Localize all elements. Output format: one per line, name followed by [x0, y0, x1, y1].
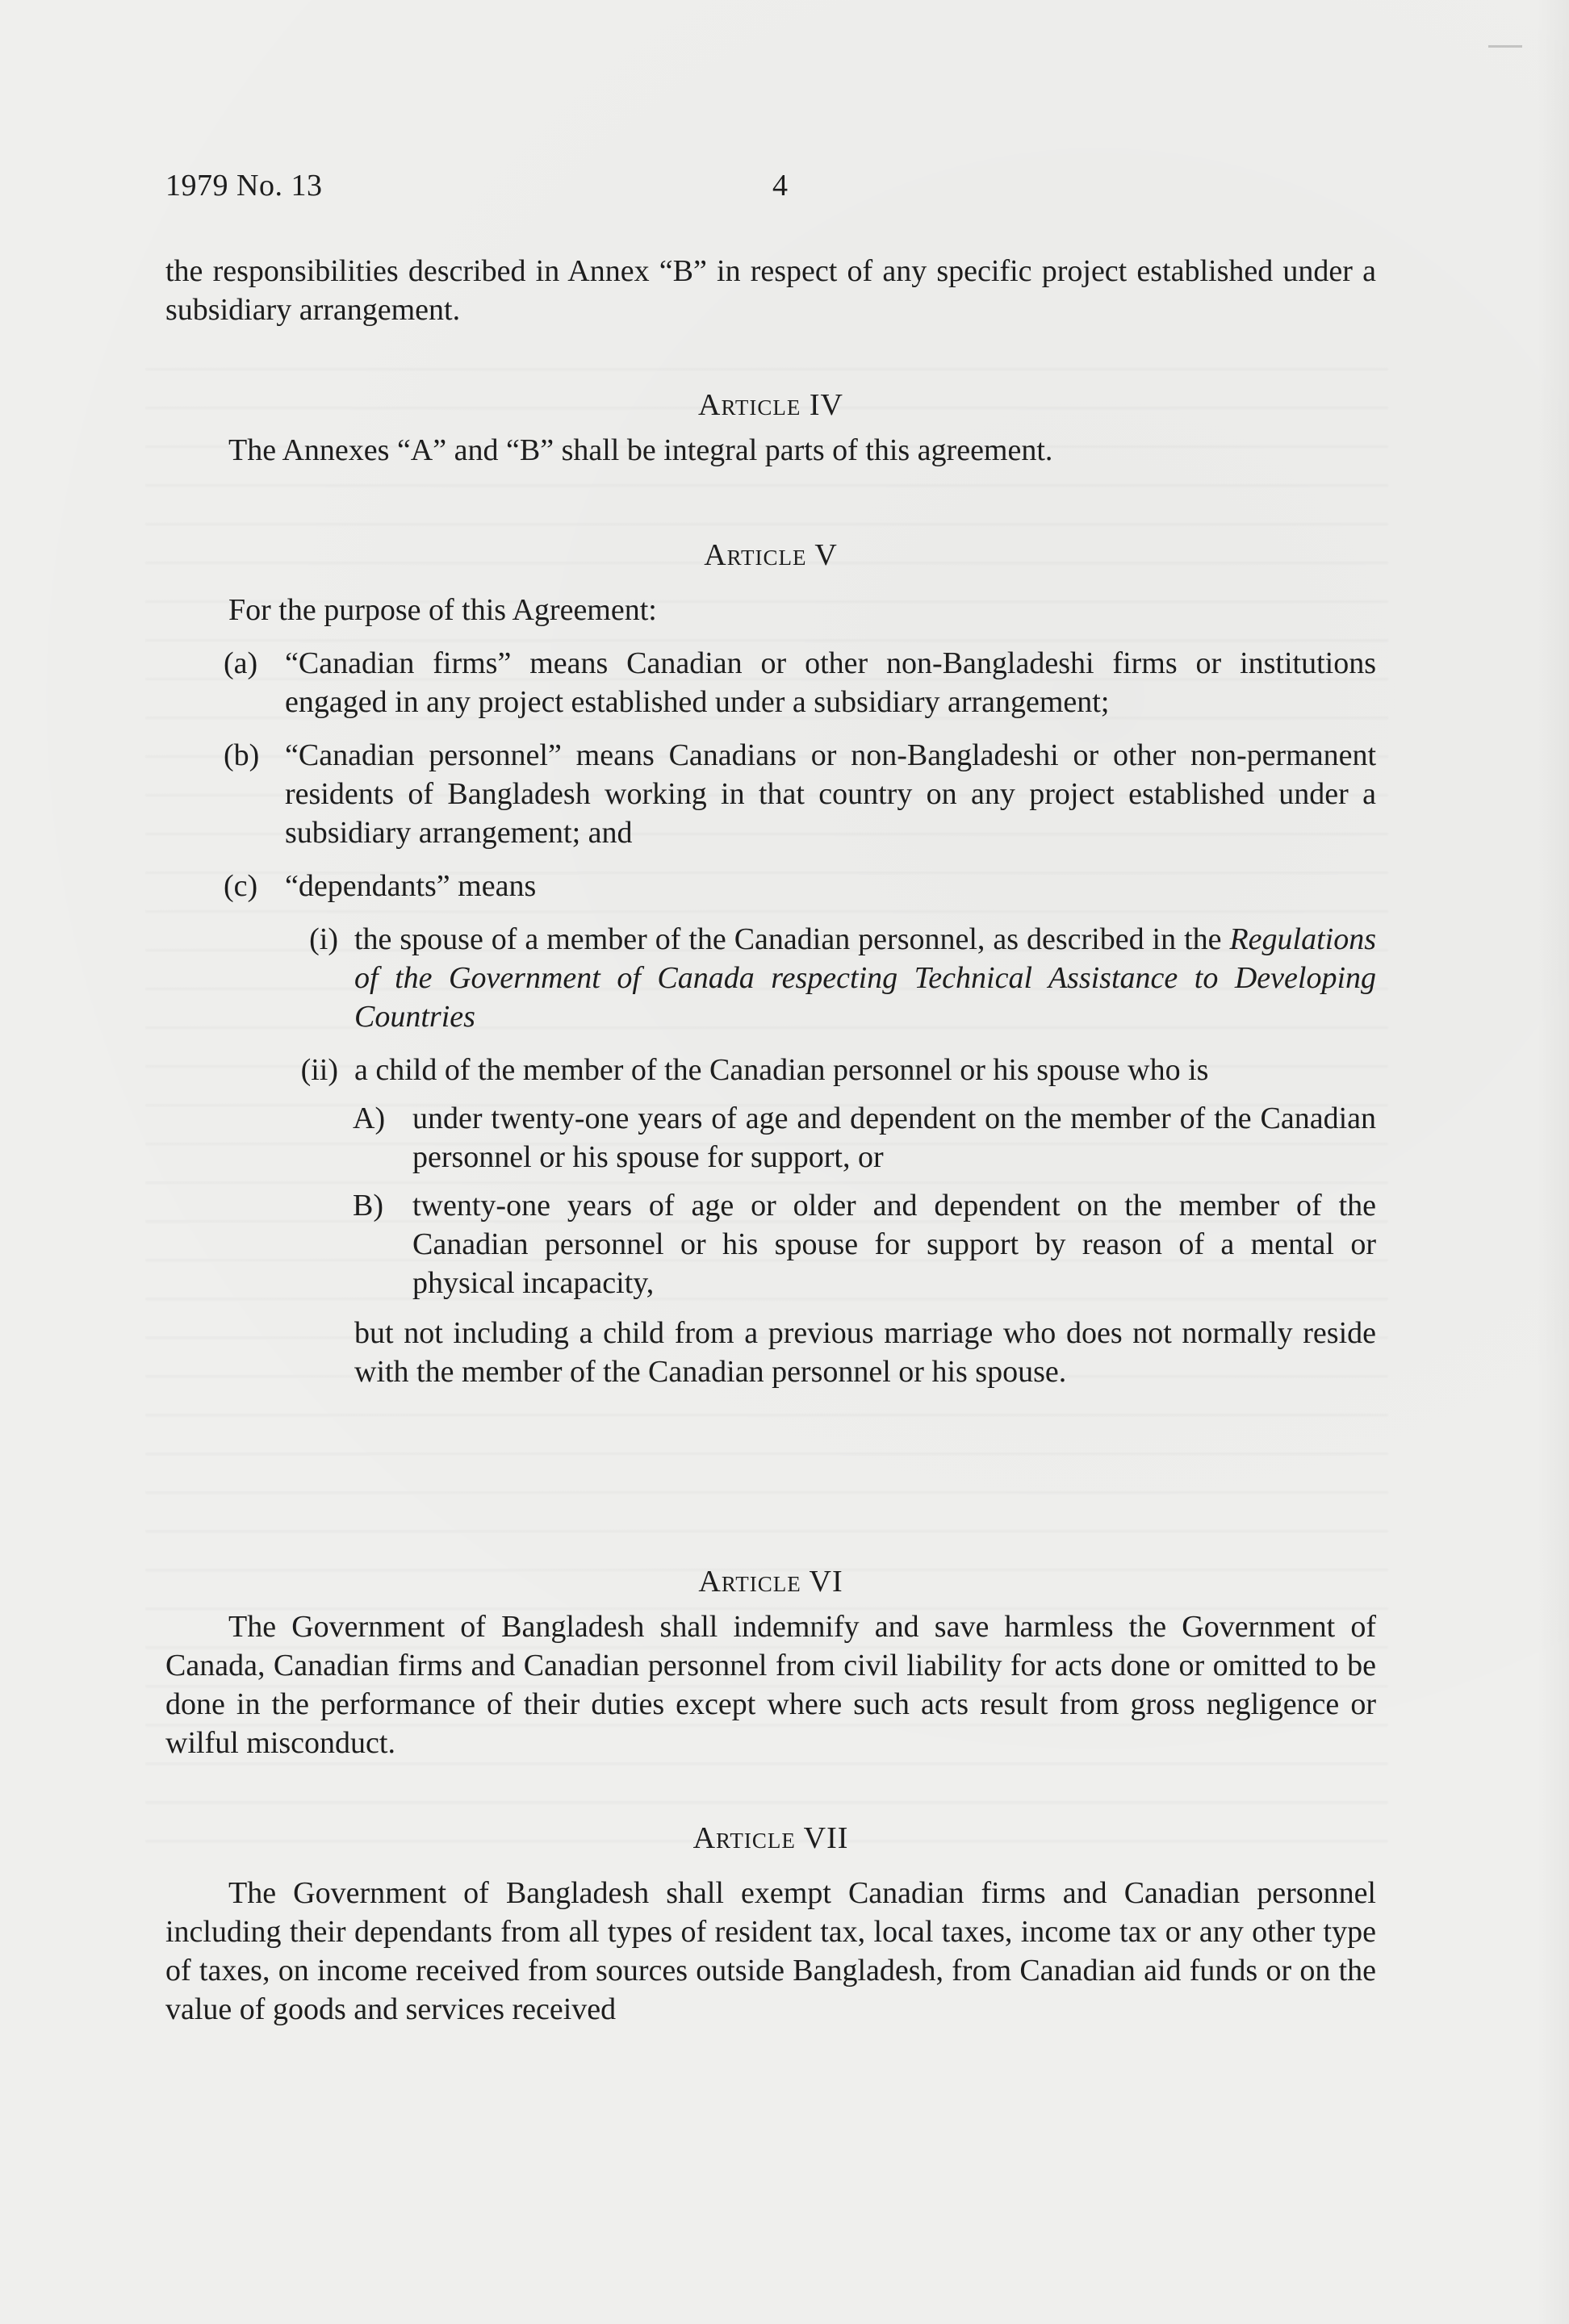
item-text: “Canadian firms” means Canadian or other non-Bangladeshi firms or institutions engaged in any project established under a subsidiary arrangement; — [285, 646, 1376, 719]
item-text: “Canadian personnel” means Canadians or non-Bangladeshi or other non-permanent residents of Bangladesh working in that country on any project established under a subsidiary arrangement; and — [285, 738, 1376, 850]
corner-mark — [1488, 45, 1522, 48]
page-edge-shadow — [1537, 0, 1569, 2324]
item-text — [354, 920, 1376, 1036]
subitem-A — [353, 1099, 1376, 1177]
subitem-ii — [295, 1051, 1376, 1089]
item-text: under twenty-one years of age and dependent on the member of the Canadian personnel or his spouse for support, or — [412, 1101, 1376, 1174]
subitem-B — [353, 1186, 1376, 1302]
year-and-number: 1979 No. 13 — [165, 169, 323, 203]
item-label: (c) — [224, 869, 258, 903]
definition-item-a — [224, 644, 1376, 721]
article-vi-heading: Article VI — [698, 1565, 843, 1599]
regulations-title: Regulations of the Government of Canada respecting Technical Assistance to Developing Countries — [354, 922, 1376, 1034]
item-label: A) — [353, 1101, 386, 1135]
definition-item-b — [224, 736, 1376, 852]
page-number: 4 — [772, 169, 788, 203]
item-label: (a) — [224, 646, 258, 680]
definition-item-c — [224, 867, 1376, 905]
item-label: (i) — [309, 922, 338, 956]
item-text: a child of the member of the Canadian personnel or his spouse who is — [354, 1053, 1209, 1087]
item-text-start: the spouse of a member of the Canadian personnel, as described in the — [354, 922, 1230, 956]
running-header — [165, 165, 1376, 206]
article-vii-heading: Article VII — [692, 1821, 849, 1855]
item-label: B) — [353, 1189, 383, 1223]
continuation-paragraph: the responsibilities described in Annex “B” in respect of any specific project established under a subsidiary arrangement. — [165, 254, 1376, 327]
article-vi-text: The Government of Bangladesh shall indemnify and save harmless the Government of Canada, Canadian firms and Canadian personnel from civil liability for acts done or omitted to be done in the performance of their duties except where such acts result from gross negligence or wilful misconduct. — [165, 1610, 1376, 1760]
article-vii-text: The Government of Bangladesh shall exempt Canadian firms and Canadian personnel including their dependants from all types of resident tax, local taxes, income tax or any other type of taxes, on income received from sources outside Bangladesh, from Canadian aid funds or on the value of goods and services received — [165, 1876, 1376, 2026]
item-text: twenty-one years of age or older and dependent on the member of the Canadian personnel or his spouse for support by reason of a mental or physical incapacity, — [412, 1189, 1376, 1300]
item-text: “dependants” means — [285, 869, 537, 903]
document-body — [165, 252, 1376, 2029]
article-iv-heading: Article IV — [698, 388, 843, 422]
item-label: (ii) — [300, 1053, 338, 1087]
subitem-i — [295, 920, 1376, 1036]
article-v-heading: Article V — [704, 538, 838, 572]
subitem-ii-continuation: but not including a child from a previous marriage who does not normally reside with the member of the Canadian personnel or his spouse. — [354, 1316, 1376, 1389]
article-iv-text: The Annexes “A” and “B” shall be integral parts of this agreement. — [228, 433, 1053, 467]
item-label: (b) — [224, 738, 260, 772]
article-v-intro: For the purpose of this Agreement: — [228, 593, 657, 627]
